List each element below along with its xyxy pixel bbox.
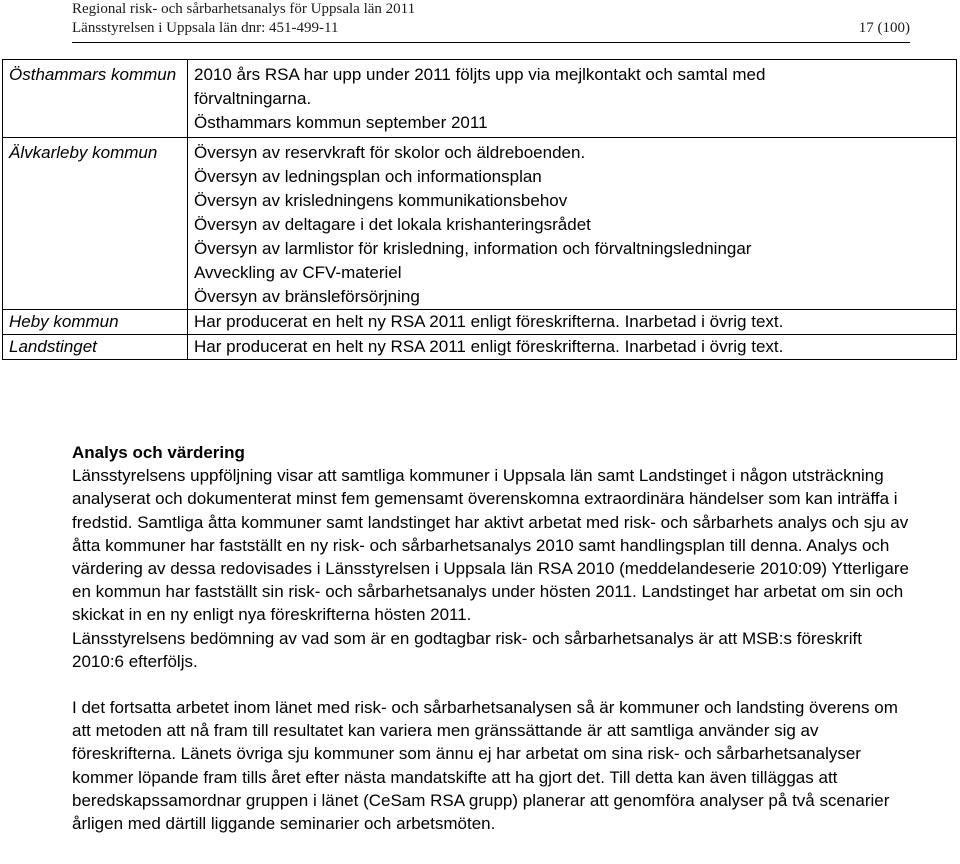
table-row xyxy=(3,138,957,310)
page-number: 17 (100) xyxy=(858,20,910,36)
page-header xyxy=(72,0,910,42)
municipality-cell: Heby kommun xyxy=(3,310,188,335)
description-line: Översyn av deltagare i det lokala krishanteringsrådet xyxy=(194,215,591,234)
table-row xyxy=(3,60,957,138)
description-line: Översyn av larmlistor för krisledning, information och förvaltningsledningar xyxy=(194,239,752,258)
description-cell xyxy=(188,138,957,310)
report-title: Regional risk- och sårbarhetsanalys för Uppsala län 2011 xyxy=(72,1,416,17)
description-line: Översyn av reservkraft för skolor och äldreboenden. xyxy=(194,143,586,162)
body-paragraph: Länsstyrelsens bedömning av vad som är en godtagbar risk- och sårbarhetsanalys är att MSB:s föreskrift 2010:6 efterföljs. xyxy=(72,628,862,671)
description-line: Översyn av ledningsplan och informationsplan xyxy=(194,167,542,186)
description-line: 2010 års RSA har upp under 2011 följts upp via mejlkontakt och samtal med xyxy=(194,65,766,84)
description-cell xyxy=(188,60,957,138)
description-line: Har producerat en helt ny RSA 2011 enligt föreskrifterna. Inarbetad i övrig text. xyxy=(194,337,784,356)
description-line: förvaltningarna. xyxy=(194,89,312,108)
description-cell xyxy=(188,310,957,335)
body-paragraph: Länsstyrelsens uppföljning visar att samtliga kommuner i Uppsala län samt Landstinget i någon utsträckning analyserat och dokumenterat minst fem gemensamt överenskomna extraordinära händelser som kan inträffa i fredstid. Samtliga åtta kommuner samt landstinget har aktivt arbetat med risk- och sårbarhets analys och sju av åtta kommuner har fastställt en ny risk- och sårbarhetsanalys 2010 samt handlingsplan till denna. Analys och värdering av dessa redovisades i Länsstyrelsen i Uppsala län RSA 2010 (meddelandeserie 2010:09) Ytterligare en kommun har fastställt sin risk- och sårbarhetsanalys under hösten 2011. Landstinget har arbetat om sin och skickat in en ny enligt nya föreskrifterna hösten 2011. xyxy=(72,466,909,625)
header-rule xyxy=(72,42,910,43)
description-line: Har producerat en helt ny RSA 2011 enligt föreskrifterna. Inarbetad i övrig text. xyxy=(194,312,784,331)
analysis-section xyxy=(72,441,910,835)
description-cell xyxy=(188,335,957,360)
description-line: Avveckling av CFV-materiel xyxy=(194,263,402,282)
municipality-rsa-table xyxy=(2,59,957,360)
section-heading: Analys och värdering xyxy=(72,443,245,462)
municipality-cell: Älvkarleby kommun xyxy=(3,138,188,310)
paragraph-spacer xyxy=(72,673,910,696)
description-line: Översyn av krisledningens kommunikationsbehov xyxy=(194,191,568,210)
table-row xyxy=(3,310,957,335)
report-authority: Länsstyrelsen i Uppsala län dnr: 451-499-11 xyxy=(72,20,339,36)
body-paragraph: I det fortsatta arbetet inom länet med risk- och sårbarhetsanalysen så är kommuner och landsting överens om att metoden att nå fram till resultatet kan variera men gränssättande är att samtliga använder sig av föreskrifterna. Länets övriga sju kommuner som ännu ej har arbetat om sina risk- och sårbarhetsanalyser kommer löpande fram tills året efter nästa mandatskifte att ha gjort det. Till detta kan även tilläggas att beredskapssamordnar gruppen i länet (CeSam RSA grupp) planerar att genomföra analyser på två scenarier årligen med därtill liggande seminarier och arbetsmöten. xyxy=(72,698,898,834)
table-row xyxy=(3,335,957,360)
description-line: Översyn av bränsleförsörjning xyxy=(194,287,420,306)
municipality-cell: Landstinget xyxy=(3,335,188,360)
municipality-cell: Östhammars kommun xyxy=(3,60,188,138)
description-line: Östhammars kommun september 2011 xyxy=(194,113,488,132)
